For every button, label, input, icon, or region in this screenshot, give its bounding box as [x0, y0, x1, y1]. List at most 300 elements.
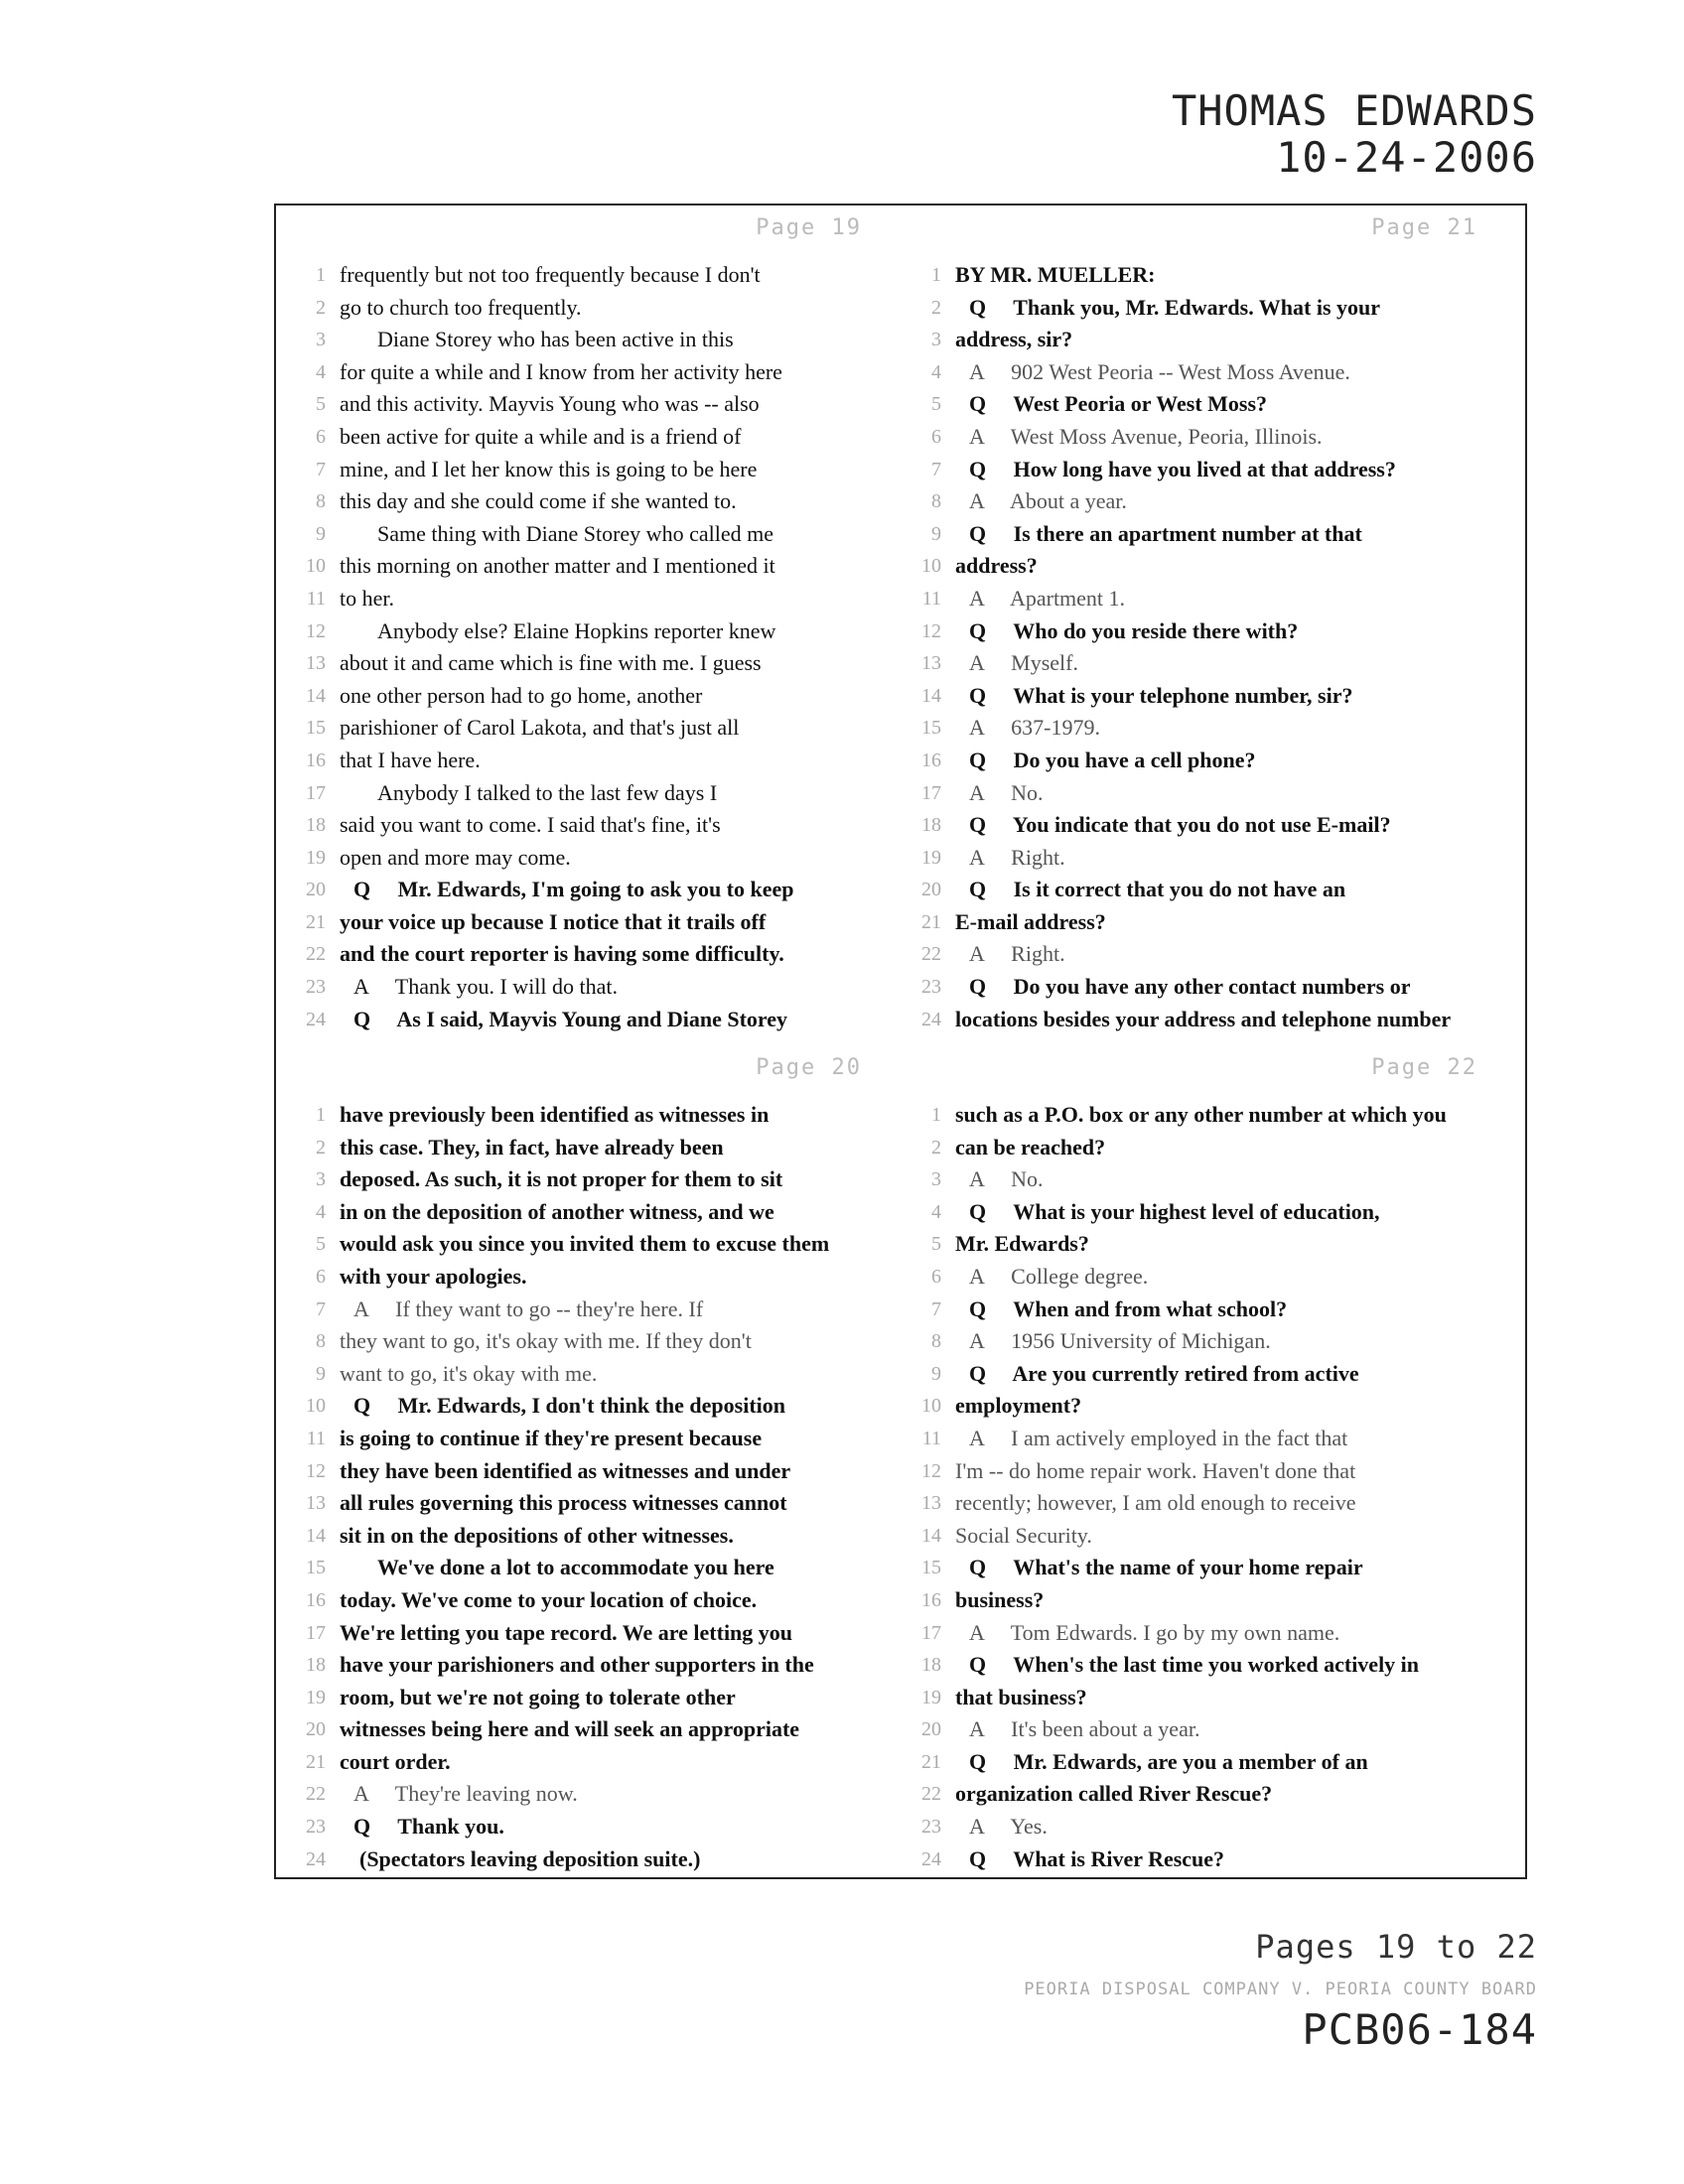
transcript-line: [892, 1358, 1507, 1391]
line-number: 7: [931, 458, 941, 480]
transcript-page-20: [276, 1045, 892, 1875]
line-number: 13: [306, 1492, 326, 1515]
transcript-line: [892, 356, 1507, 389]
page-label: Page 22: [1371, 1055, 1477, 1080]
transcript-line: [276, 1294, 892, 1326]
transcript-line: [276, 1358, 892, 1391]
transcript-page-19: [276, 205, 892, 1035]
line-text: and this activity. Mayvis Young who was -- also: [340, 391, 760, 417]
transcript-line: [892, 324, 1507, 356]
transcript-line: [892, 1294, 1507, 1326]
line-number: 11: [921, 1427, 941, 1449]
line-text: Q Is there an apartment number at that: [969, 520, 1362, 546]
line-number: 23: [921, 1816, 941, 1839]
line-text: can be reached?: [955, 1134, 1106, 1160]
line-text: parishioner of Carol Lakota, and that's just all: [340, 715, 740, 741]
line-text: is going to continue if they're present because: [340, 1425, 763, 1450]
line-number: 21: [306, 910, 326, 933]
line-text: this day and she could come if she wanted to.: [340, 488, 737, 514]
line-number: 19: [921, 846, 941, 869]
line-text: to her.: [340, 585, 394, 611]
line-text: A Thank you. I will do that.: [353, 974, 619, 1000]
transcript-line: [276, 1584, 892, 1617]
line-number: 18: [306, 1654, 326, 1677]
line-text: A I am actively employed in the fact that: [969, 1425, 1348, 1450]
line-text: I'm -- do home repair work. Haven't done that: [955, 1457, 1356, 1483]
line-text: BY MR. MUELLER:: [955, 262, 1156, 287]
line-text: A 1956 University of Michigan.: [969, 1328, 1271, 1354]
transcript-line: [276, 712, 892, 745]
line-number: 21: [921, 1750, 941, 1773]
line-number: 19: [306, 846, 326, 869]
line-number: 16: [306, 749, 326, 771]
transcript-line: [276, 421, 892, 454]
line-text: your voice up because I notice that it trails off: [340, 908, 767, 934]
line-number: 15: [921, 717, 941, 740]
line-number: 21: [921, 910, 941, 933]
line-number: 2: [931, 296, 941, 319]
transcript-line: [892, 647, 1507, 680]
line-text: A About a year.: [969, 488, 1127, 514]
line-text: one other person had to go home, another: [340, 682, 703, 708]
deposition-date: 10-24-2006: [1276, 133, 1537, 182]
line-number: 17: [306, 1621, 326, 1644]
line-number: 1: [316, 264, 326, 286]
line-text: Q What's the name of your home repair: [969, 1555, 1363, 1580]
line-text: Q As I said, Mayvis Young and Diane Storey: [353, 1006, 788, 1031]
transcript-line: [276, 1487, 892, 1520]
line-number: 5: [931, 393, 941, 416]
line-number: 9: [931, 522, 941, 545]
transcript-line: [892, 971, 1507, 1004]
transcript-line: [276, 1196, 892, 1229]
case-number: PCB06-184: [1302, 2005, 1537, 2054]
line-text: A If they want to go -- they're here. If: [353, 1296, 704, 1321]
transcript-line: [892, 388, 1507, 421]
line-number: 22: [306, 943, 326, 966]
line-number: 15: [306, 1557, 326, 1579]
line-text: We've done a lot to accommodate you here: [377, 1555, 774, 1580]
line-list: [276, 259, 892, 1035]
line-number: 16: [921, 749, 941, 771]
transcript-line: [276, 324, 892, 356]
line-number: 8: [316, 490, 326, 513]
line-text: Q What is your highest level of education,: [969, 1198, 1380, 1224]
line-number: 14: [921, 684, 941, 707]
line-number: 7: [931, 1297, 941, 1320]
transcript-line: [276, 1682, 892, 1714]
line-text: E-mail address?: [955, 908, 1106, 934]
page-range: Pages 19 to 22: [1255, 1928, 1537, 1966]
line-list: [892, 259, 1507, 1035]
line-text: A 902 West Peoria -- West Moss Avenue.: [969, 358, 1350, 384]
line-number: 18: [921, 814, 941, 837]
line-text: court order.: [340, 1748, 451, 1774]
line-number: 5: [316, 1233, 326, 1256]
transcript-line: [892, 292, 1507, 325]
transcript-line: [276, 518, 892, 551]
transcript-line: [892, 1746, 1507, 1779]
line-number: 4: [316, 360, 326, 383]
line-text: A Yes.: [969, 1814, 1048, 1840]
transcript-line: [892, 1390, 1507, 1423]
line-text: Q Is it correct that you do not have an: [969, 877, 1346, 902]
line-text: today. We've come to your location of choice.: [340, 1586, 758, 1612]
transcript-line: [892, 1617, 1507, 1650]
line-text: organization called River Rescue?: [955, 1781, 1273, 1807]
transcript-line: [276, 906, 892, 939]
line-text: deposed. As such, it is not proper for them to sit: [340, 1166, 783, 1192]
line-text: sit in on the depositions of other witnesses.: [340, 1522, 734, 1548]
line-number: 18: [921, 1654, 941, 1677]
line-number: 24: [921, 1008, 941, 1030]
transcript-line: [892, 1004, 1507, 1036]
line-number: 10: [306, 1395, 326, 1418]
transcript-line: [276, 1325, 892, 1358]
transcript-line: [276, 680, 892, 713]
transcript-line: [276, 745, 892, 777]
case-caption: PEORIA DISPOSAL COMPANY V. PEORIA COUNTY BOARD: [1024, 1979, 1537, 1999]
transcript-line: [892, 777, 1507, 810]
line-number: 3: [931, 329, 941, 351]
transcript-line: [276, 1423, 892, 1455]
line-text: employment?: [955, 1393, 1082, 1419]
line-text: Anybody else? Elaine Hopkins reporter knew: [377, 617, 776, 643]
line-number: 15: [306, 717, 326, 740]
transcript-line: [892, 906, 1507, 939]
line-number: 3: [316, 1168, 326, 1191]
line-number: 4: [931, 1200, 941, 1223]
line-number: 1: [931, 264, 941, 286]
line-number: 10: [921, 1395, 941, 1418]
transcript-line: [276, 874, 892, 906]
transcript-line: [892, 1649, 1507, 1682]
line-number: 9: [316, 522, 326, 545]
line-number: 18: [306, 814, 326, 837]
transcript-line: [276, 615, 892, 648]
line-text: mine, and I let her know this is going to be here: [340, 456, 758, 481]
line-number: 7: [316, 1297, 326, 1320]
line-text: Q What is your telephone number, sir?: [969, 682, 1353, 708]
line-text: A They're leaving now.: [353, 1781, 578, 1807]
transcript-line: [276, 1778, 892, 1811]
line-text: (Spectators leaving deposition suite.): [359, 1845, 701, 1871]
line-number: 1: [931, 1104, 941, 1126]
line-number: 22: [306, 1783, 326, 1806]
line-number: 5: [931, 1233, 941, 1256]
page-label: Page 19: [756, 215, 862, 240]
line-text: Same thing with Diane Storey who called me: [377, 520, 773, 546]
transcript-line: [276, 292, 892, 325]
transcript-page-22: [892, 1045, 1507, 1875]
line-text: Diane Storey who has been active in this: [377, 327, 734, 352]
line-text: they want to go, it's okay with me. If they don't: [340, 1328, 752, 1354]
line-number: 19: [921, 1686, 941, 1708]
line-text: room, but we're not going to tolerate other: [340, 1684, 736, 1709]
line-list: [892, 1099, 1507, 1875]
line-text: they have been identified as witnesses and under: [340, 1457, 791, 1483]
transcript-line: [892, 842, 1507, 875]
transcript-line: [892, 1713, 1507, 1746]
line-number: 9: [931, 1362, 941, 1385]
line-number: 17: [921, 1621, 941, 1644]
line-number: 6: [316, 425, 326, 448]
line-text: A Right.: [969, 844, 1065, 870]
line-text: want to go, it's okay with me.: [340, 1360, 598, 1386]
transcript-line: [276, 777, 892, 810]
line-number: 15: [921, 1557, 941, 1579]
line-number: 19: [306, 1686, 326, 1708]
line-number: 24: [306, 1008, 326, 1030]
line-number: 24: [306, 1847, 326, 1870]
line-text: Q Who do you reside there with?: [969, 617, 1299, 643]
line-number: 8: [931, 1330, 941, 1353]
line-text: We're letting you tape record. We are letting you: [340, 1619, 793, 1645]
line-text: Social Security.: [955, 1522, 1092, 1548]
line-number: 9: [316, 1362, 326, 1385]
line-text: Q Do you have any other contact numbers or: [969, 974, 1411, 1000]
line-text: A Right.: [969, 941, 1065, 967]
transcript-line: [892, 680, 1507, 713]
line-number: 3: [316, 329, 326, 351]
transcript-line: [892, 809, 1507, 842]
transcript-line: [892, 1682, 1507, 1714]
line-text: with your apologies.: [340, 1263, 527, 1289]
line-number: 14: [306, 1524, 326, 1547]
line-number: 23: [306, 976, 326, 999]
line-text: Q Thank you.: [353, 1814, 504, 1840]
transcript-line: [276, 1552, 892, 1584]
transcript-line: [276, 1099, 892, 1132]
line-number: 14: [921, 1524, 941, 1547]
line-text: recently; however, I am old enough to receive: [955, 1490, 1356, 1516]
line-number: 11: [306, 587, 326, 610]
line-text: that business?: [955, 1684, 1087, 1709]
transcript-frame: [274, 204, 1527, 1879]
transcript-line: [892, 1423, 1507, 1455]
line-number: 13: [921, 1492, 941, 1515]
line-number: 4: [316, 1200, 326, 1223]
transcript-line: [892, 1843, 1507, 1876]
line-number: 16: [921, 1588, 941, 1611]
transcript-line: [276, 1455, 892, 1488]
line-number: 11: [306, 1427, 326, 1449]
witness-name: THOMAS EDWARDS: [1171, 86, 1537, 135]
transcript-line: [276, 842, 892, 875]
transcript-line: [276, 1713, 892, 1746]
line-number: 16: [306, 1588, 326, 1611]
line-text: A College degree.: [969, 1263, 1149, 1289]
line-text: Q You indicate that you do not use E-mail?: [969, 812, 1391, 838]
line-text: about it and came which is fine with me. I guess: [340, 650, 762, 676]
line-text: A Myself.: [969, 650, 1078, 676]
line-text: Q When's the last time you worked actively in: [969, 1652, 1420, 1678]
transcript-line: [892, 1520, 1507, 1553]
transcript-line: [276, 647, 892, 680]
line-number: 6: [931, 425, 941, 448]
transcript-line: [892, 1132, 1507, 1164]
line-text: Q When and from what school?: [969, 1296, 1288, 1321]
transcript-line: [892, 454, 1507, 486]
transcript-line: [276, 1811, 892, 1843]
line-number: 12: [921, 1459, 941, 1482]
transcript-line: [276, 1261, 892, 1294]
transcript-line: [892, 1455, 1507, 1488]
transcript-line: [892, 1099, 1507, 1132]
line-text: Q Are you currently retired from active: [969, 1360, 1359, 1386]
transcript-line: [276, 1132, 892, 1164]
line-number: 13: [921, 652, 941, 675]
line-number: 13: [306, 652, 326, 675]
transcript-line: [276, 388, 892, 421]
line-text: and the court reporter is having some difficulty.: [340, 941, 784, 967]
transcript-line: [276, 1617, 892, 1650]
line-text: A No.: [969, 1166, 1044, 1192]
line-text: that I have here.: [340, 747, 481, 772]
transcript-line: [276, 1746, 892, 1779]
line-text: have your parishioners and other supporters in the: [340, 1652, 814, 1678]
line-number: 6: [931, 1265, 941, 1288]
line-text: business?: [955, 1586, 1045, 1612]
line-text: address, sir?: [955, 327, 1073, 352]
transcript-line: [276, 1163, 892, 1196]
line-text: this case. They, in fact, have already been: [340, 1134, 724, 1160]
transcript-line: [892, 583, 1507, 615]
transcript-line: [276, 485, 892, 518]
line-number: 10: [921, 555, 941, 578]
line-number: 20: [921, 879, 941, 901]
line-number: 17: [921, 781, 941, 804]
line-number: 2: [316, 296, 326, 319]
transcript-line: [892, 1552, 1507, 1584]
transcript-line: [892, 938, 1507, 971]
transcript-line: [892, 550, 1507, 583]
line-text: Q What is River Rescue?: [969, 1845, 1225, 1871]
transcript-line: [276, 1649, 892, 1682]
transcript-line: [892, 518, 1507, 551]
transcript-line: [276, 971, 892, 1004]
line-text: such as a P.O. box or any other number at which you: [955, 1102, 1447, 1127]
transcript-line: [276, 550, 892, 583]
line-number: 12: [921, 619, 941, 642]
transcript-line: [892, 615, 1507, 648]
transcript-line: [892, 1196, 1507, 1229]
line-text: for quite a while and I know from her activity here: [340, 358, 782, 384]
line-number: 2: [316, 1136, 326, 1159]
line-text: A West Moss Avenue, Peoria, Illinois.: [969, 423, 1323, 449]
transcript-line: [892, 712, 1507, 745]
line-text: this morning on another matter and I mentioned it: [340, 553, 775, 579]
transcript-line: [276, 1843, 892, 1876]
line-text: Q West Peoria or West Moss?: [969, 391, 1268, 417]
line-text: A Tom Edwards. I go by my own name.: [969, 1619, 1340, 1645]
transcript-line: [276, 454, 892, 486]
line-text: all rules governing this process witnesses cannot: [340, 1490, 787, 1516]
line-number: 10: [306, 555, 326, 578]
line-number: 8: [931, 490, 941, 513]
line-text: Q How long have you lived at that address?: [969, 456, 1396, 481]
line-number: 8: [316, 1330, 326, 1353]
transcript-line: [276, 809, 892, 842]
transcript-line: [276, 356, 892, 389]
transcript-line: [276, 1520, 892, 1553]
transcript-header: [1172, 87, 1537, 181]
transcript-line: [892, 874, 1507, 906]
line-number: 6: [316, 1265, 326, 1288]
line-number: 1: [316, 1104, 326, 1126]
line-text: Q Mr. Edwards, are you a member of an: [969, 1748, 1368, 1774]
transcript-line: [892, 1228, 1507, 1261]
line-text: open and more may come.: [340, 844, 571, 870]
transcript-line: [892, 1487, 1507, 1520]
transcript-page-21: [892, 205, 1507, 1035]
transcript-line: [892, 421, 1507, 454]
line-number: 7: [316, 458, 326, 480]
transcript-line: [892, 485, 1507, 518]
line-number: 22: [921, 943, 941, 966]
line-number: 23: [921, 976, 941, 999]
line-number: 2: [931, 1136, 941, 1159]
line-text: Q Do you have a cell phone?: [969, 747, 1256, 772]
transcript-line: [892, 1163, 1507, 1196]
transcript-line: [276, 583, 892, 615]
line-number: 24: [921, 1847, 941, 1870]
line-text: A It's been about a year.: [969, 1716, 1200, 1742]
page-label: Page 20: [756, 1055, 862, 1080]
transcript-line: [276, 1390, 892, 1423]
line-text: in on the deposition of another witness, and we: [340, 1198, 774, 1224]
transcript-line: [892, 259, 1507, 292]
line-number: 5: [316, 393, 326, 416]
line-text: Q Mr. Edwards, I don't think the deposition: [353, 1393, 786, 1419]
line-text: go to church too frequently.: [340, 294, 582, 320]
transcript-line: [276, 1228, 892, 1261]
line-text: frequently but not too frequently because I don't: [340, 262, 761, 287]
line-number: 14: [306, 684, 326, 707]
line-number: 12: [306, 619, 326, 642]
line-text: A No.: [969, 779, 1044, 805]
line-text: have previously been identified as witnesses in: [340, 1102, 770, 1127]
line-number: 3: [931, 1168, 941, 1191]
line-number: 20: [921, 1718, 941, 1741]
transcript-line: [892, 1261, 1507, 1294]
page-label: Page 21: [1371, 215, 1477, 240]
transcript-line: [892, 745, 1507, 777]
transcript-line: [892, 1325, 1507, 1358]
line-number: 11: [921, 587, 941, 610]
line-text: Anybody I talked to the last few days I: [377, 779, 718, 805]
line-text: Q Thank you, Mr. Edwards. What is your: [969, 294, 1381, 320]
line-number: 22: [921, 1783, 941, 1806]
line-number: 23: [306, 1816, 326, 1839]
transcript-line: [892, 1584, 1507, 1617]
line-text: said you want to come. I said that's fine, it's: [340, 812, 721, 838]
line-number: 20: [306, 1718, 326, 1741]
line-text: would ask you since you invited them to excuse them: [340, 1231, 830, 1257]
transcript-line: [276, 259, 892, 292]
line-number: 21: [306, 1750, 326, 1773]
transcript-line: [892, 1811, 1507, 1843]
transcript-line: [276, 1004, 892, 1036]
line-text: locations besides your address and telephone number: [955, 1006, 1452, 1031]
line-text: Q Mr. Edwards, I'm going to ask you to keep: [353, 877, 794, 902]
line-text: A Apartment 1.: [969, 585, 1126, 611]
line-list: [276, 1099, 892, 1875]
line-text: Mr. Edwards?: [955, 1231, 1089, 1257]
line-text: address?: [955, 553, 1038, 579]
line-number: 12: [306, 1459, 326, 1482]
line-number: 4: [931, 360, 941, 383]
